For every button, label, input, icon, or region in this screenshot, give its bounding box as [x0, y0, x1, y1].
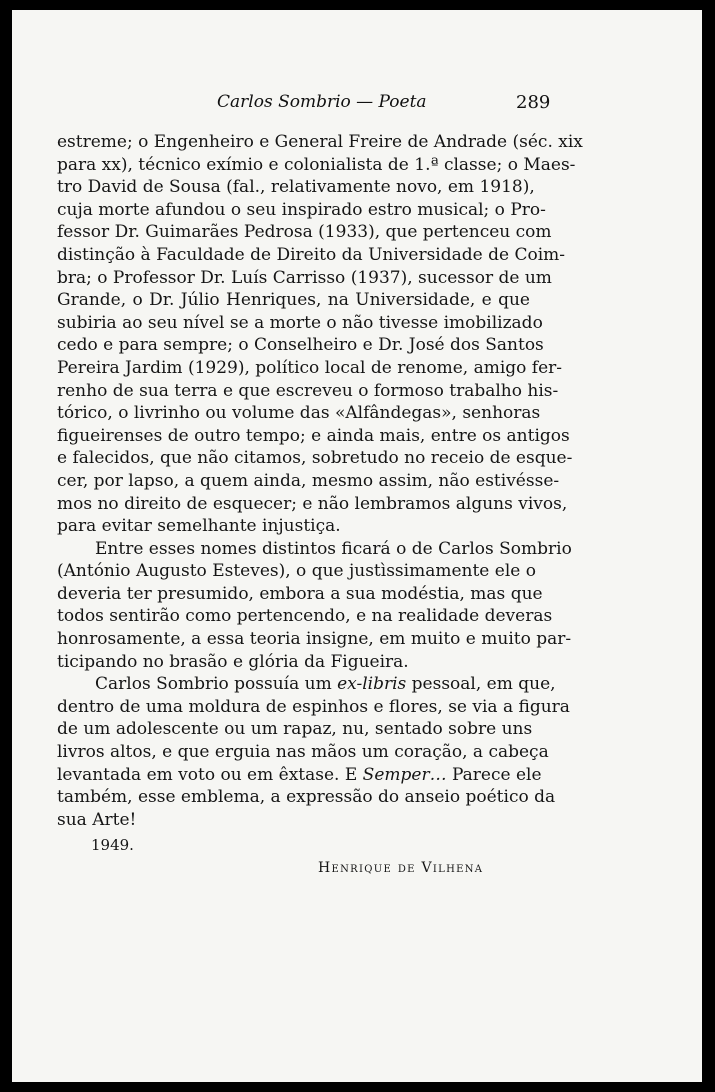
- text-line: para evitar semelhante injustiça.: [57, 516, 341, 537]
- text-line: [57, 673, 556, 696]
- page-header: [12, 92, 702, 122]
- text-line: de um adolescente ou um rapaz, nu, sentado sobre uns: [57, 719, 533, 740]
- text-line: tórico, o livrinho ou volume das «Alfândegas», senhoras: [57, 403, 541, 424]
- text-line: livros altos, e que erguia nas mãos um coração, a cabeça: [57, 742, 549, 763]
- page-number: 289: [516, 92, 551, 113]
- text-segment: levantada em voto ou em êxtase. E: [57, 764, 363, 785]
- text-line: ticipando no brasão e glória da Figueira.: [57, 651, 409, 672]
- text-line: honrosamente, a essa teoria insigne, em muito e muito par-: [57, 629, 572, 650]
- text-line: Grande, o Dr. Júlio Henriques, na Universidade, e que: [57, 290, 530, 311]
- text-line: tro David de Sousa (fal., relativamente novo, em 1918),: [57, 177, 535, 198]
- text-line: renho de sua terra e que escreveu o formoso trabalho his-: [57, 380, 559, 401]
- date-line: 1949.: [91, 836, 134, 854]
- text-line: também, esse emblema, a expressão do anseio poético da: [57, 787, 556, 808]
- text-line: todos sentirão como pertencendo, e na realidade deveras: [57, 606, 553, 627]
- text-line: cer, por lapso, a quem ainda, mesmo assim, não estivésse-: [57, 470, 560, 491]
- text-line: estreme; o Engenheiro e General Freire de Andrade (séc. xix: [57, 132, 583, 152]
- italic-term: Semper…: [362, 764, 447, 785]
- text-line: Entre esses nomes distintos ficará o de Carlos Sombrio: [95, 538, 572, 559]
- text-line: cuja morte afundou o seu inspirado estro musical; o Pro-: [57, 199, 546, 220]
- body-text: [57, 131, 583, 831]
- text-line: Pereira Jardim (1929), político local de renome, amigo fer-: [57, 357, 563, 378]
- text-line: e falecidos, que não citamos, sobretudo no receio de esque-: [57, 448, 573, 469]
- text-line: dentro de uma moldura de espinhos e flores, se via a figura: [57, 696, 570, 717]
- text-segment: Parece ele: [446, 764, 542, 785]
- text-line: para xx), técnico exímio e colonialista de 1.ª classe; o Maes-: [57, 154, 576, 175]
- text-segment: Carlos Sombrio possuía um: [95, 674, 338, 695]
- text-line: mos no direito de esquecer; e não lembramos alguns vivos,: [57, 493, 568, 514]
- running-head: Carlos Sombrio — Poeta: [217, 92, 427, 112]
- text-line: bra; o Professor Dr. Luís Carrisso (1937), sucessor de um: [57, 267, 552, 288]
- text-line: cedo e para sempre; o Conselheiro e Dr. José dos Santos: [57, 335, 544, 356]
- text-line: (António Augusto Esteves), o que justìssimamente ele o: [57, 561, 536, 582]
- text-segment: pessoal, em que,: [406, 674, 556, 695]
- text-line: distinção à Faculdade de Direito da Universidade de Coim-: [57, 244, 565, 265]
- text-line: subiria ao seu nível se a morte o não tivesse imobilizado: [57, 312, 543, 333]
- text-line: figueirenses de outro tempo; e ainda mais, entre os antigos: [57, 425, 570, 446]
- text-line: fessor Dr. Guimarães Pedrosa (1933), que pertenceu com: [57, 222, 552, 243]
- text-line: deveria ter presumido, embora a sua modéstia, mas que: [57, 583, 543, 604]
- text-line: [57, 764, 542, 787]
- author-signature: Henrique de Vilhena: [318, 860, 484, 876]
- italic-term: ex-libris: [337, 674, 407, 695]
- text-line: sua Arte!: [57, 809, 137, 830]
